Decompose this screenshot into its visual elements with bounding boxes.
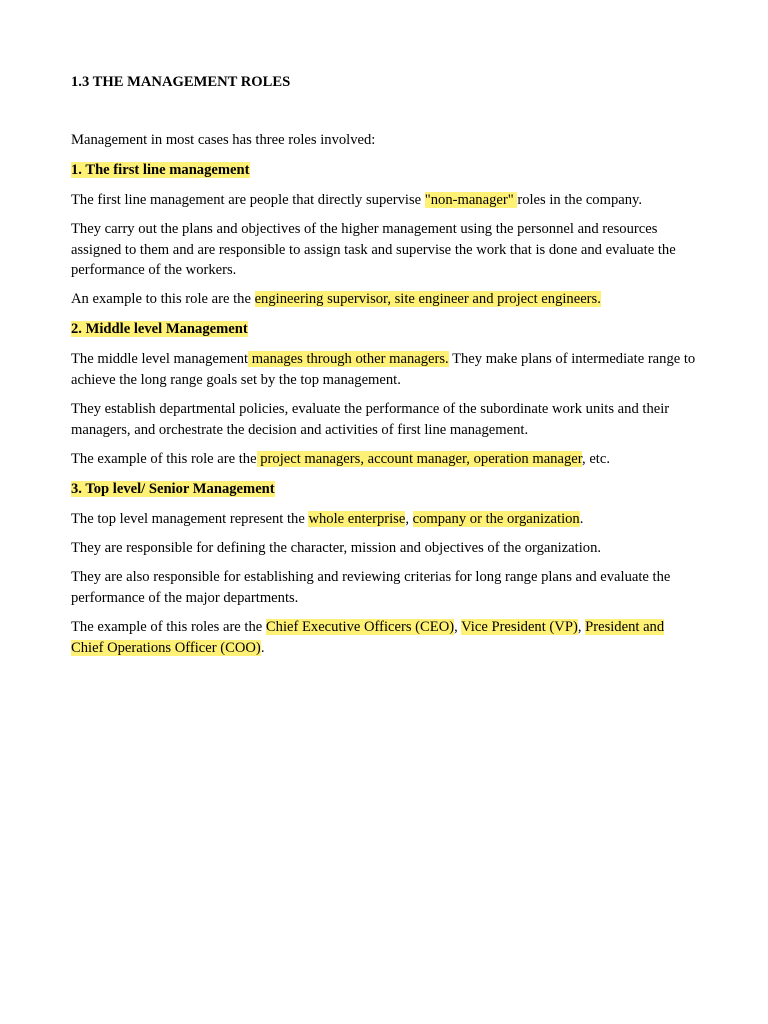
middle-level-definition — [71, 349, 699, 390]
top-level-definition — [71, 509, 699, 530]
middle-level-example — [71, 449, 699, 470]
text-run: The example of this role are the — [71, 451, 257, 467]
text-run: , — [405, 511, 413, 527]
first-line-definition — [71, 190, 699, 211]
highlight-whole-enterprise: whole enterprise — [308, 511, 406, 527]
text-run: The first line management are people that directly supervise — [71, 192, 425, 208]
highlight-non-manager: "non-manager" — [424, 192, 518, 208]
highlight-coo: President and Chief Operations Officer (COO) — [71, 619, 665, 656]
text-run: The middle level management — [71, 351, 249, 367]
middle-level-duties: They establish departmental policies, evaluate the performance of the subordinate work units and their managers, and orchestrate the decision and activities of first line management. — [71, 401, 670, 438]
first-line-example — [71, 289, 699, 310]
text-run: They make plans of intermediate range to achieve the long range goals set by the top management. — [71, 351, 696, 388]
heading-middle-level-text: 2. Middle level Management — [71, 321, 248, 337]
section-title: 1.3 THE MANAGEMENT ROLES — [71, 74, 291, 90]
text-run: , — [577, 619, 586, 635]
top-level-responsibility: They are responsible for defining the character, mission and objectives of the organization. — [71, 540, 602, 556]
heading-top-level-text: 3. Top level/ Senior Management — [71, 481, 275, 497]
heading-first-line-text: 1. The first line management — [71, 162, 250, 178]
text-run: . — [260, 639, 265, 656]
heading-first-line — [71, 160, 699, 181]
text-run: , etc. — [582, 451, 610, 467]
highlight-middle-level-examples: project managers, account manager, operation manager — [256, 451, 583, 467]
text-run: , — [454, 619, 462, 635]
top-level-example — [71, 617, 699, 658]
text-run: An example to this role are the — [71, 291, 255, 307]
text-run: . — [579, 511, 584, 527]
top-level-duties: They are also responsible for establishing and reviewing criterias for long range plans and evaluate the performance of the major departments. — [71, 569, 671, 606]
highlight-ceo: Chief Executive Officers (CEO) — [265, 619, 455, 635]
heading-top-level — [71, 479, 699, 500]
highlight-vp: Vice President (VP) — [461, 619, 578, 635]
text-run: roles in the company. — [517, 192, 643, 208]
intro-paragraph: Management in most cases has three roles involved: — [71, 132, 376, 148]
text-run: The top level management represent the — [71, 511, 309, 527]
highlight-manages-through: manages through other managers. — [248, 351, 449, 367]
highlight-company: company or the organization — [412, 511, 580, 527]
highlight-first-line-examples: engineering supervisor, site engineer and project engineers. — [254, 291, 601, 307]
text-run: The example of this roles are the — [71, 619, 266, 635]
heading-middle-level — [71, 319, 699, 340]
first-line-duties: They carry out the plans and objectives of the higher management using the personnel and resources assigned to them and are responsible to assign task and supervise the work that is done and evaluate the performance of the workers. — [71, 221, 676, 278]
